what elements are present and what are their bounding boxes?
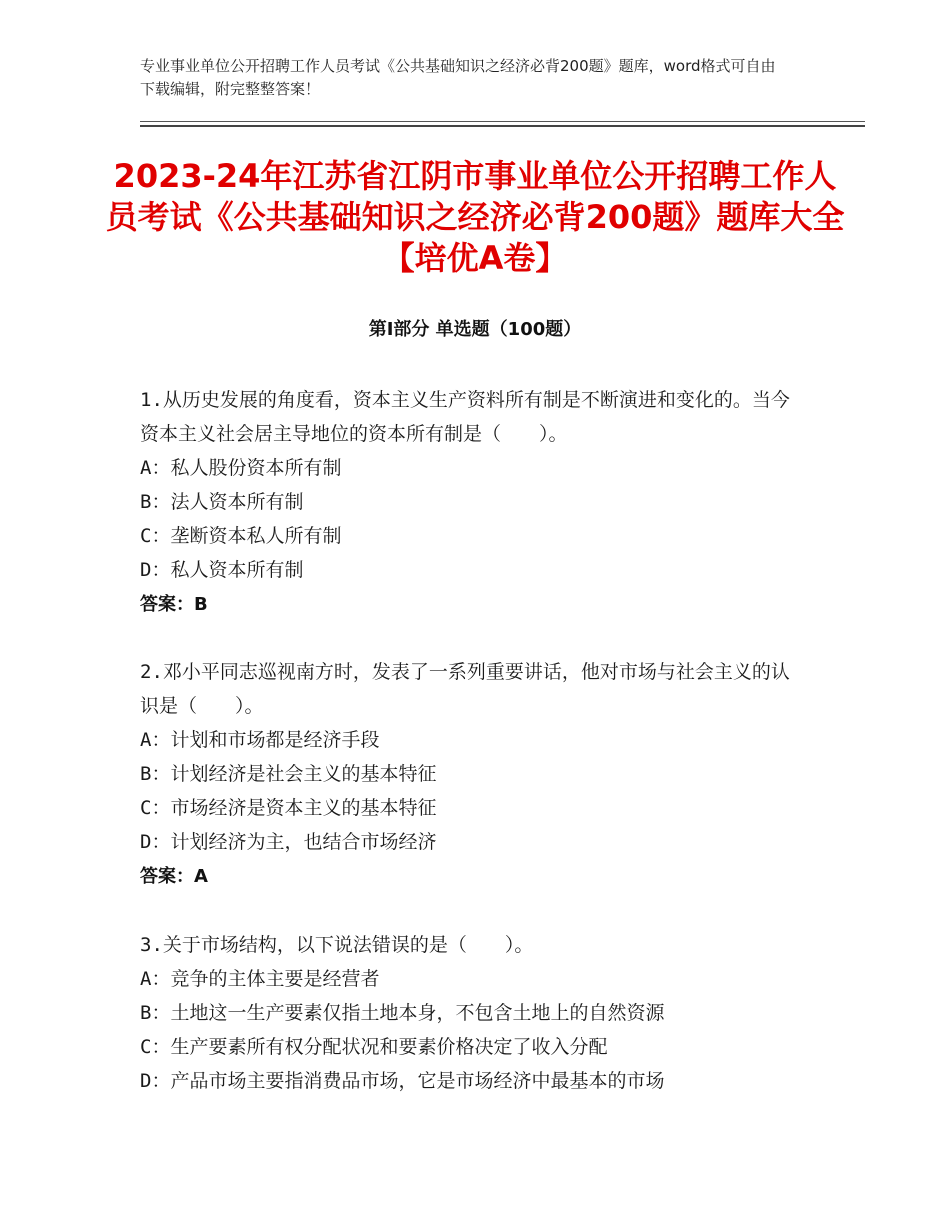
option-d: D：私人资本所有制 (140, 559, 304, 581)
question-3 (140, 928, 800, 1098)
option-c: C：市场经济是资本主义的基本特征 (140, 797, 437, 819)
option-b: B：土地这一生产要素仅指土地本身，不包含土地上的自然资源 (140, 1002, 665, 1024)
option-c: C：垄断资本私人所有制 (140, 525, 342, 547)
option-d: D：产品市场主要指消费品市场，它是市场经济中最基本的市场 (140, 1070, 665, 1092)
option-c: C：生产要素所有权分配状况和要素价格决定了收入分配 (140, 1036, 608, 1058)
question-stem: 3.关于市场结构，以下说法错误的是（ ）。 (140, 934, 534, 956)
header-rule-thin (140, 121, 865, 122)
question-stem: 1.从历史发展的角度看，资本主义生产资料所有制是不断演进和变化的。当今资本主义社会居主导地位的资本所有制是（ ）。 (140, 389, 790, 445)
option-a: A：竞争的主体主要是经营者 (140, 968, 380, 990)
question-stem: 2.邓小平同志巡视南方时，发表了一系列重要讲话，他对市场与社会主义的认识是（ ）。 (140, 661, 790, 717)
document-title: 2023-24年江苏省江阴市事业单位公开招聘工作人员考试《公共基础知识之经济必背200题》题库大全【培优A卷】 (105, 157, 845, 277)
question-1 (140, 383, 800, 623)
answer: 答案：A (140, 866, 208, 887)
header-rule-thick (140, 125, 865, 127)
answer: 答案：B (140, 594, 208, 615)
option-b: B：计划经济是社会主义的基本特征 (140, 763, 437, 785)
header-note: 专业事业单位公开招聘工作人员考试《公共基础知识之经济必背200题》题库，word格式可自由下载编辑，附完整整答案！ (140, 57, 776, 98)
option-a: A：计划和市场都是经济手段 (140, 729, 380, 751)
option-a: A：私人股份资本所有制 (140, 457, 342, 479)
question-2 (140, 655, 800, 895)
section-heading: 第Ⅰ部分 单选题（100题） (368, 319, 582, 340)
option-d: D：计划经济为主，也结合市场经济 (140, 831, 437, 853)
option-b: B：法人资本所有制 (140, 491, 304, 513)
